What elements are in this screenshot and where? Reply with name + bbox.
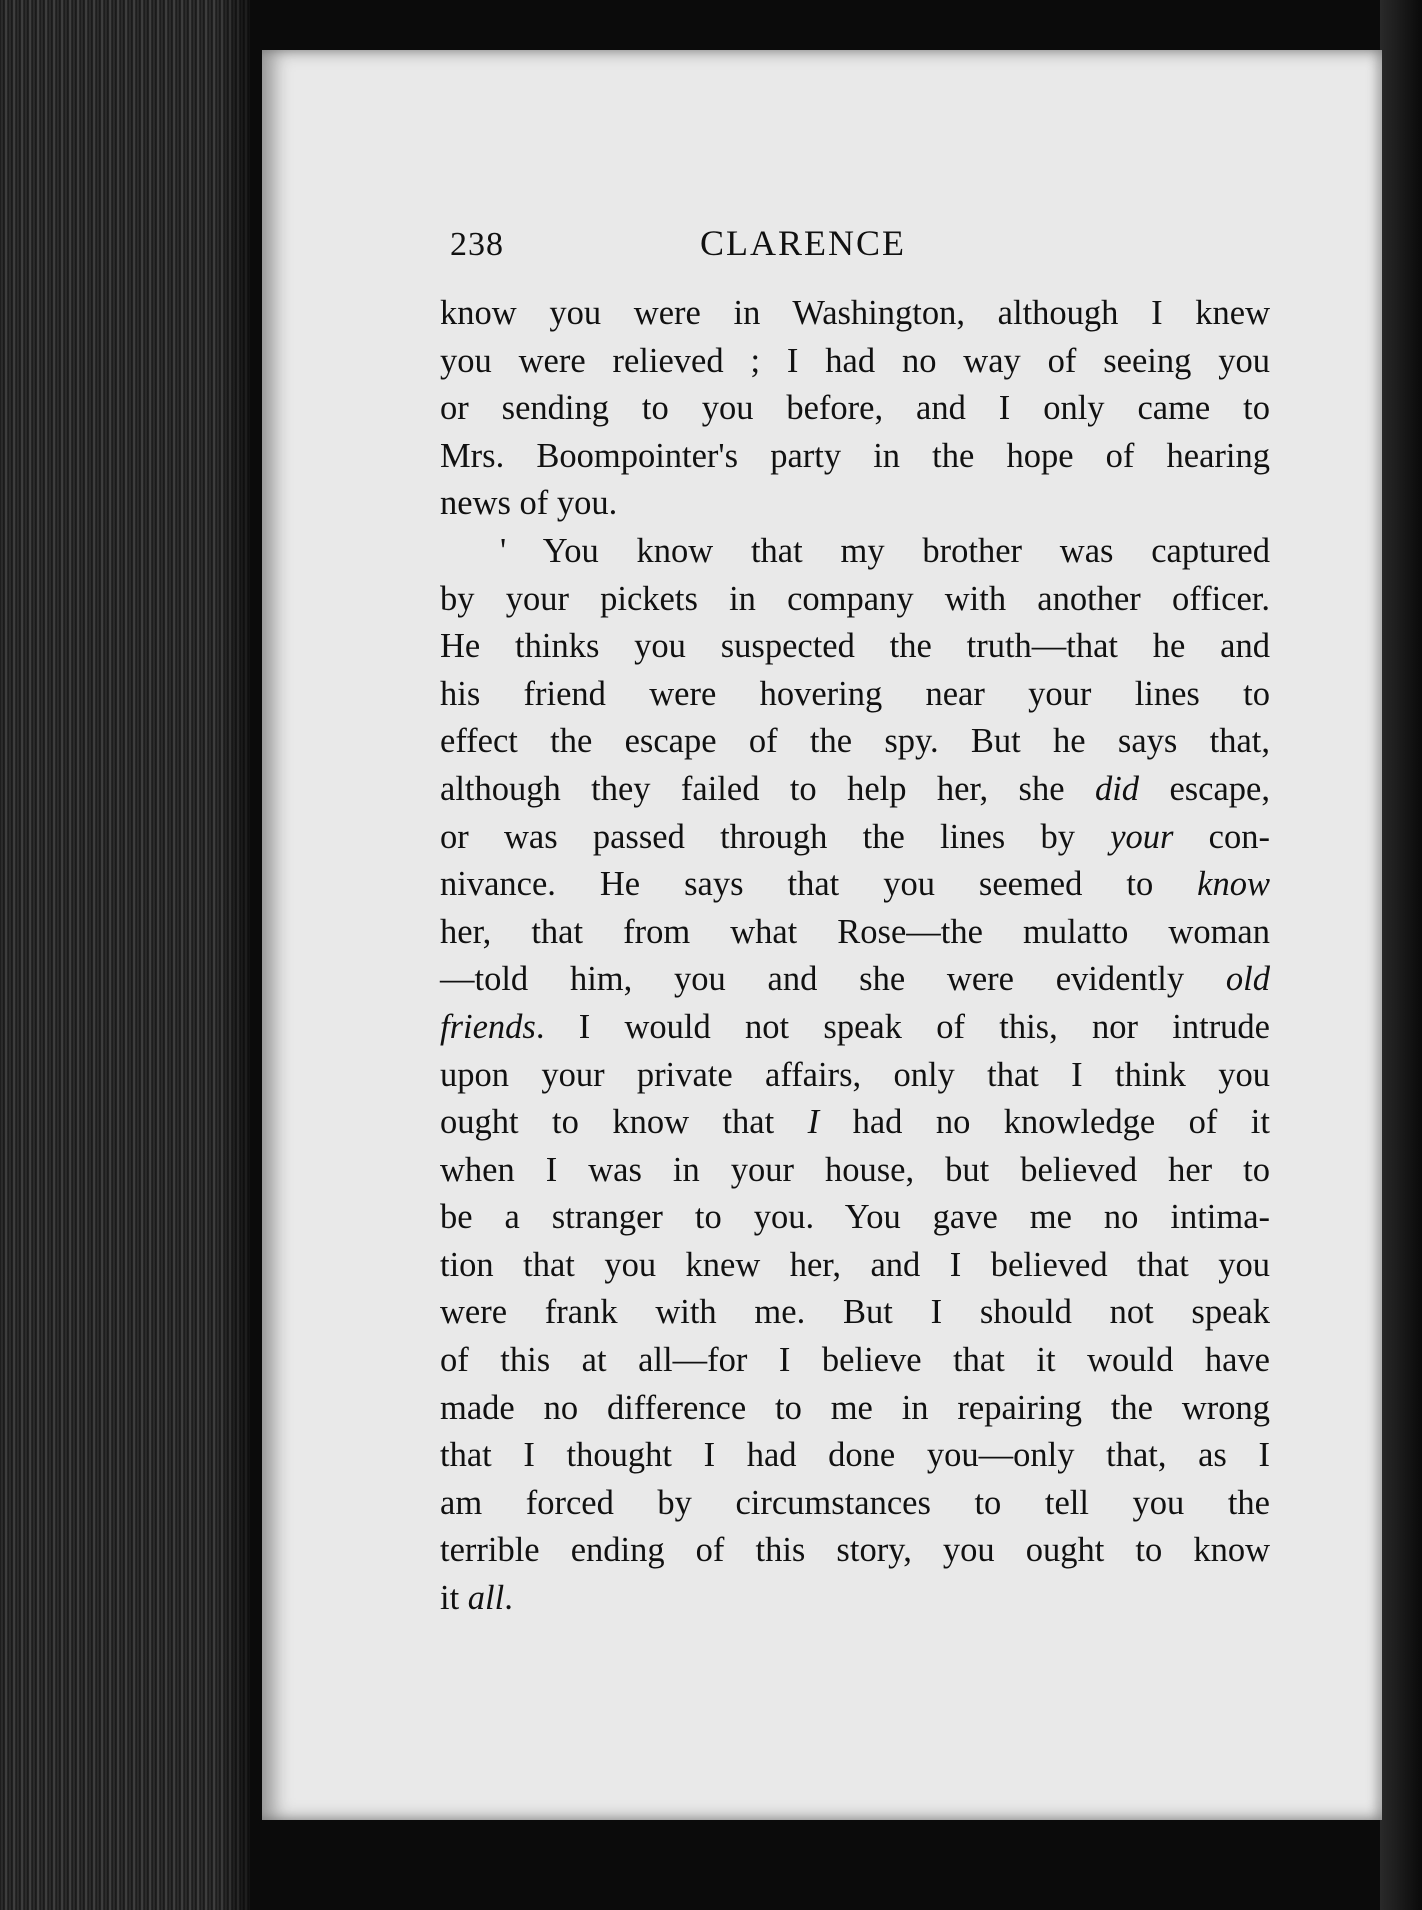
text-line: He thinks you suspected the truth—that he and — [440, 627, 1270, 666]
text-line: know you were in Washington, although I knew — [440, 294, 1270, 332]
text-line: news of you. — [440, 484, 618, 523]
text-line: it all. — [440, 1579, 513, 1618]
text-line: that I thought I had done you—only that, as I — [440, 1436, 1270, 1475]
text-line: tion that you knew her, and I believed that you — [440, 1245, 1270, 1284]
text-line: nivance. He says that you seemed to know — [440, 865, 1270, 904]
page-header — [450, 218, 1250, 278]
text-line: made no difference to me in repairing the wrong — [440, 1388, 1270, 1427]
text-line: friends. I would not speak of this, nor intrude — [440, 1007, 1270, 1046]
text-line: by your pickets in company with another officer. — [440, 579, 1270, 618]
text-line: am forced by circumstances to tell you the — [440, 1483, 1270, 1522]
text-line: of this at all—for I believe that it would have — [440, 1341, 1270, 1380]
book-fore-edge — [0, 0, 250, 1910]
body-text — [440, 290, 1270, 1623]
text-line: you were relieved ; I had no way of seeing you — [440, 341, 1270, 380]
text-line: ' You know that my brother was captured — [500, 531, 1270, 570]
text-line: or sending to you before, and I only came to — [440, 389, 1270, 428]
text-line: although they failed to help her, she did escape, — [440, 769, 1270, 808]
text-line: her, that from what Rose—the mulatto woman — [440, 912, 1270, 951]
text-line: his friend were hovering near your lines to — [440, 674, 1270, 713]
running-title: CLARENCE — [700, 223, 907, 263]
text-line: terrible ending of this story, you ought to know — [440, 1531, 1270, 1570]
text-line: or was passed through the lines by your con- — [440, 817, 1270, 856]
text-line: be a stranger to you. You gave me no intima- — [440, 1198, 1270, 1237]
text-line: ought to know that I had no knowledge of it — [440, 1103, 1270, 1142]
text-line: Mrs. Boompointer's party in the hope of hearing — [440, 436, 1270, 475]
text-line: upon your private affairs, only that I think you — [440, 1055, 1270, 1094]
text-line: when I was in your house, but believed her to — [440, 1150, 1270, 1189]
text-line: —told him, you and she were evidently old — [440, 960, 1270, 999]
text-line: effect the escape of the spy. But he says that, — [440, 722, 1270, 761]
text-line: were frank with me. But I should not speak — [440, 1293, 1270, 1332]
page-number: 238 — [450, 226, 504, 263]
book-spine-shadow — [1380, 0, 1422, 1910]
page-paper — [262, 50, 1382, 1820]
